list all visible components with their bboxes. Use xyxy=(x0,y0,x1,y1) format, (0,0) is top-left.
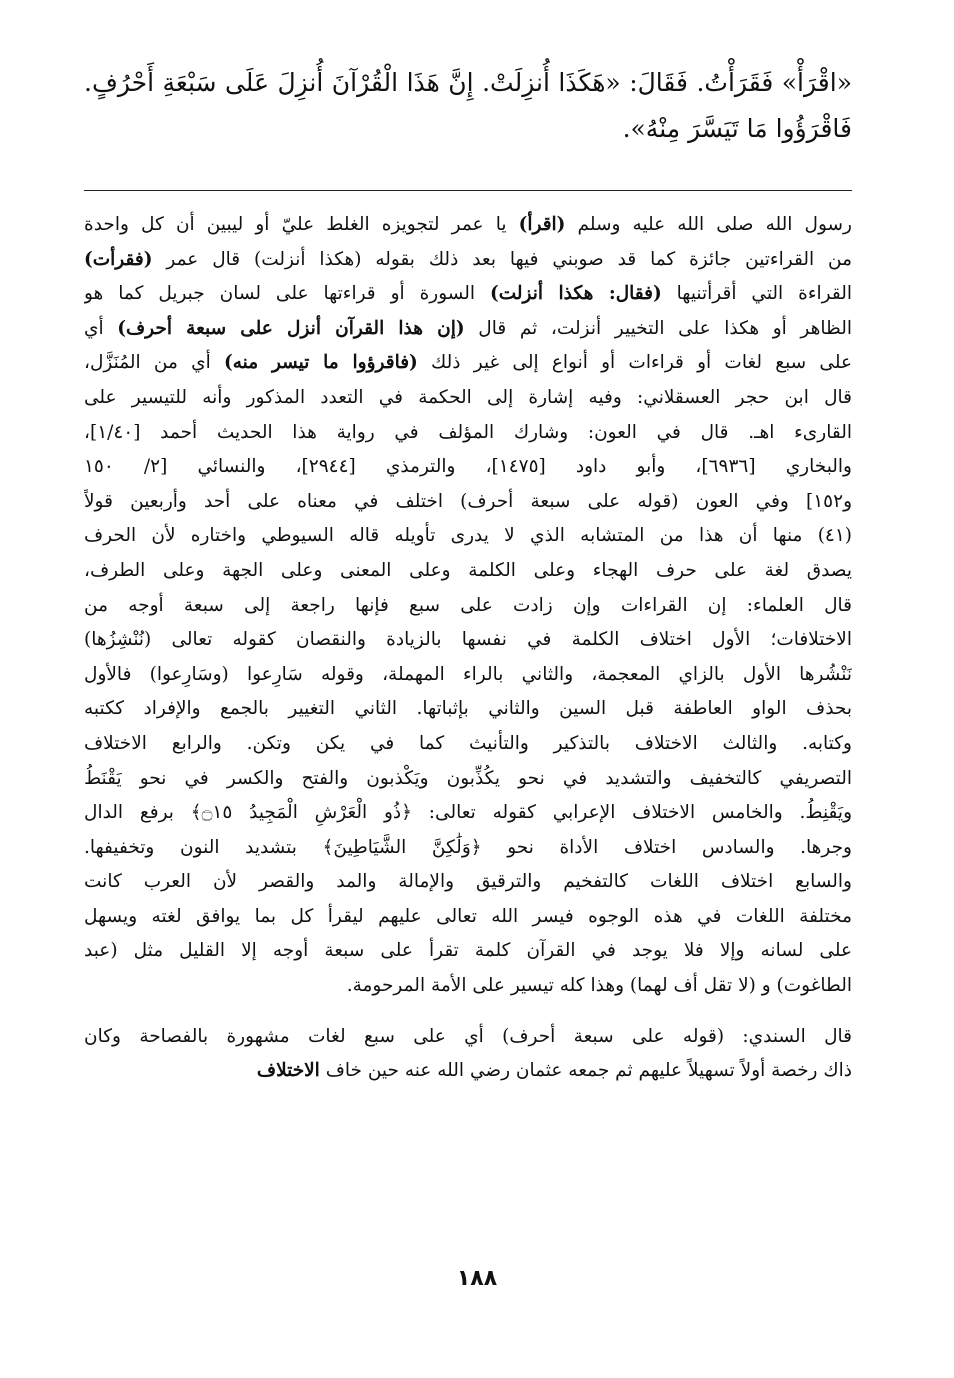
line-text: بحذف الواو العاطفة قبل السين والثاني بإثباتها. الثاني التغيير بالجمع والإفراد ككتبه xyxy=(84,698,852,720)
line-text: من القراءتين جائزة كما قد صوبني فيها بعد ذلك بقوله (هكذا أنزلت) قال عمر xyxy=(152,248,852,270)
commentary-line xyxy=(84,589,852,624)
line-text: الطاغوت) و (لا تقل أف لهما) وهذا كله تيسير على الأمة المرحومة. xyxy=(346,975,852,997)
line-text: ويَقْنِطُ. والخامس الاختلاف الإعرابي كقوله تعالى: ﴿ذُو الْعَرْشِ الْمَجِيدُ ۝١٥﴾ برفع الدال xyxy=(84,802,852,824)
line-text: نَنْشُرها الأول بالزاي المعجمة، والثاني بالراء المهملة، وقوله سَارِعوا (وسَارِعوا) فالأول xyxy=(84,663,852,685)
footnote-divider xyxy=(84,190,852,191)
line-text: التصريفي كالتخفيف والتشديد في نحو يكُذِّبون ويَكْذبون والفتح والكسر في نحو يَقْنَطُ xyxy=(84,767,852,789)
commentary-line xyxy=(84,831,852,866)
matn-line-2: فَاقْرَؤُوا مَا تَيَسَّرَ مِنْهُ». xyxy=(622,114,852,143)
commentary-line xyxy=(84,1054,852,1089)
commentary-line xyxy=(84,623,852,658)
commentary-paragraph-2 xyxy=(84,1020,852,1089)
line-text: على لسانه وإلا فلا يوجد في القرآن كلمة تقرأ على سبعة أوجه إلا القليل مثل (عبد xyxy=(84,940,852,962)
line-text: القراءة التي أقرأتنيها xyxy=(661,283,852,305)
commentary-line xyxy=(84,865,852,900)
line-text: مختلفة اللغات في هذه الوجوه فيسر الله تعالى عليهم ليقرأ كل بما يوافق لغته ويسهل xyxy=(84,905,852,927)
line-text: على سبع لغات أو قراءات أو أنواع إلى غير ذلك xyxy=(417,352,852,374)
line-text: قال العلماء: إن القراءات وإن زادت على سبع فإنها راجعة إلى سبعة أوجه من xyxy=(84,594,852,616)
line-text: وجرها. والسادس اختلاف الأداة نحو ﴿وَلَٰكِنَّ الشَّيَاطِينَ﴾ بتشديد النون وتخفيفها. xyxy=(84,836,852,858)
commentary-line xyxy=(84,692,852,727)
commentary-line xyxy=(84,934,852,969)
line-text: الظاهر أو هكذا على التخيير أنزلت، ثم قال xyxy=(464,317,852,339)
commentary-line xyxy=(84,554,852,589)
line-text: قال ابن حجر العسقلاني: وفيه إشارة إلى الحكمة في التعدد المذكور وأنه للتيسير على xyxy=(84,386,852,408)
line-text: و١٥٢] وفي العون (قوله على سبعة أحرف) اختلف في معناه على أحد وأربعين قولاً xyxy=(84,490,852,512)
line-text: القارىء اهـ. قال في العون: وشارك المؤلف في رواية هذا الحديث أحمد [١/٤٠]، xyxy=(84,421,852,443)
commentary-line xyxy=(84,658,852,693)
bold-quote: الاختلاف xyxy=(256,1060,320,1082)
bold-quote: (فقال: هكذا أنزلت) xyxy=(490,283,662,305)
commentary-line xyxy=(84,312,852,347)
line-text: أي xyxy=(84,317,118,339)
commentary-line xyxy=(84,796,852,831)
page-number: ١٨٨ xyxy=(456,1266,498,1291)
line-text: السورة أو قراءتها على لسان جبريل كما هو xyxy=(84,283,490,305)
commentary-block xyxy=(84,208,852,1089)
commentary-line xyxy=(84,1020,852,1055)
line-text: وكتابه. والثالث الاختلاف بالتذكير والتأنيث كما في يكن وتكن. والرابع الاختلاف xyxy=(84,732,852,754)
commentary-line xyxy=(84,727,852,762)
commentary-line xyxy=(84,243,852,278)
line-text: قال السندي: (قوله على سبعة أحرف) أي على سبع لغات مشهورة بالفصاحة وكان xyxy=(84,1025,852,1047)
hadith-matn xyxy=(84,60,852,152)
commentary-line xyxy=(84,208,852,243)
line-text: والبخاري [٦٩٣٦]، وأبو داود [١٤٧٥]، والترمذي [٢٩٤٤]، والنسائي [٢/ ١٥٠ xyxy=(84,456,852,478)
bold-quote: (فقرأت) xyxy=(84,248,153,270)
line-text: يا عمر لتجويزه الغلط عليّ أو ليبين أن كل واحدة xyxy=(84,214,519,235)
matn-line-1: «اقْرَأْ» فَقَرَأْتُ. فَقَالَ: «هَكَذَا أُنزِلَتْ. إِنَّ هَذَا الْقُرْآنَ أُنزِلَ عَلَى سَبْعَةِ أَحْرُفٍ. xyxy=(84,68,852,97)
line-text: والسابع اختلاف اللغات كالتفخيم والترقيق والإمالة والمد والقصر لأن العرب كانت xyxy=(84,871,852,893)
commentary-line xyxy=(84,900,852,935)
bold-quote: (فاقرؤوا ما تيسر منه) xyxy=(223,352,418,374)
line-text: (٤١) منها أن هذا من المتشابه الذي لا يدرى تأويله قاله السيوطي واختاره لأن الحرف xyxy=(84,525,852,547)
bold-quote: (اقرأ) xyxy=(518,214,566,235)
line-text: ذاك رخصة أولاً تسهيلاً عليهم ثم جمعه عثمان رضي الله عنه حين خاف xyxy=(319,1060,852,1082)
commentary-line xyxy=(84,450,852,485)
commentary-line xyxy=(84,762,852,797)
commentary-line xyxy=(84,346,852,381)
commentary-line xyxy=(84,416,852,451)
line-text: الاختلافات؛ الأول اختلاف الكلمة في نفسها بالزيادة والنقصان كقوله تعالى (نُنْشِزُها) xyxy=(84,629,852,651)
commentary-line xyxy=(84,969,852,1004)
commentary-line xyxy=(84,519,852,554)
line-text: يصدق لغة على حرف الهجاء وعلى الكلمة وعلى المعنى وعلى الجهة وعلى الطرف، xyxy=(84,559,852,581)
line-text: رسول الله صلى الله عليه وسلم xyxy=(565,214,852,235)
hadith-text-block xyxy=(84,60,852,152)
bold-quote: (إن هذا القرآن أنزل على سبعة أحرف) xyxy=(117,317,465,339)
commentary-line xyxy=(84,485,852,520)
line-text: أي من المُنَزَّل، xyxy=(84,352,224,374)
commentary-line xyxy=(84,381,852,416)
commentary-paragraph-1 xyxy=(84,208,852,1004)
commentary-line xyxy=(84,277,852,312)
